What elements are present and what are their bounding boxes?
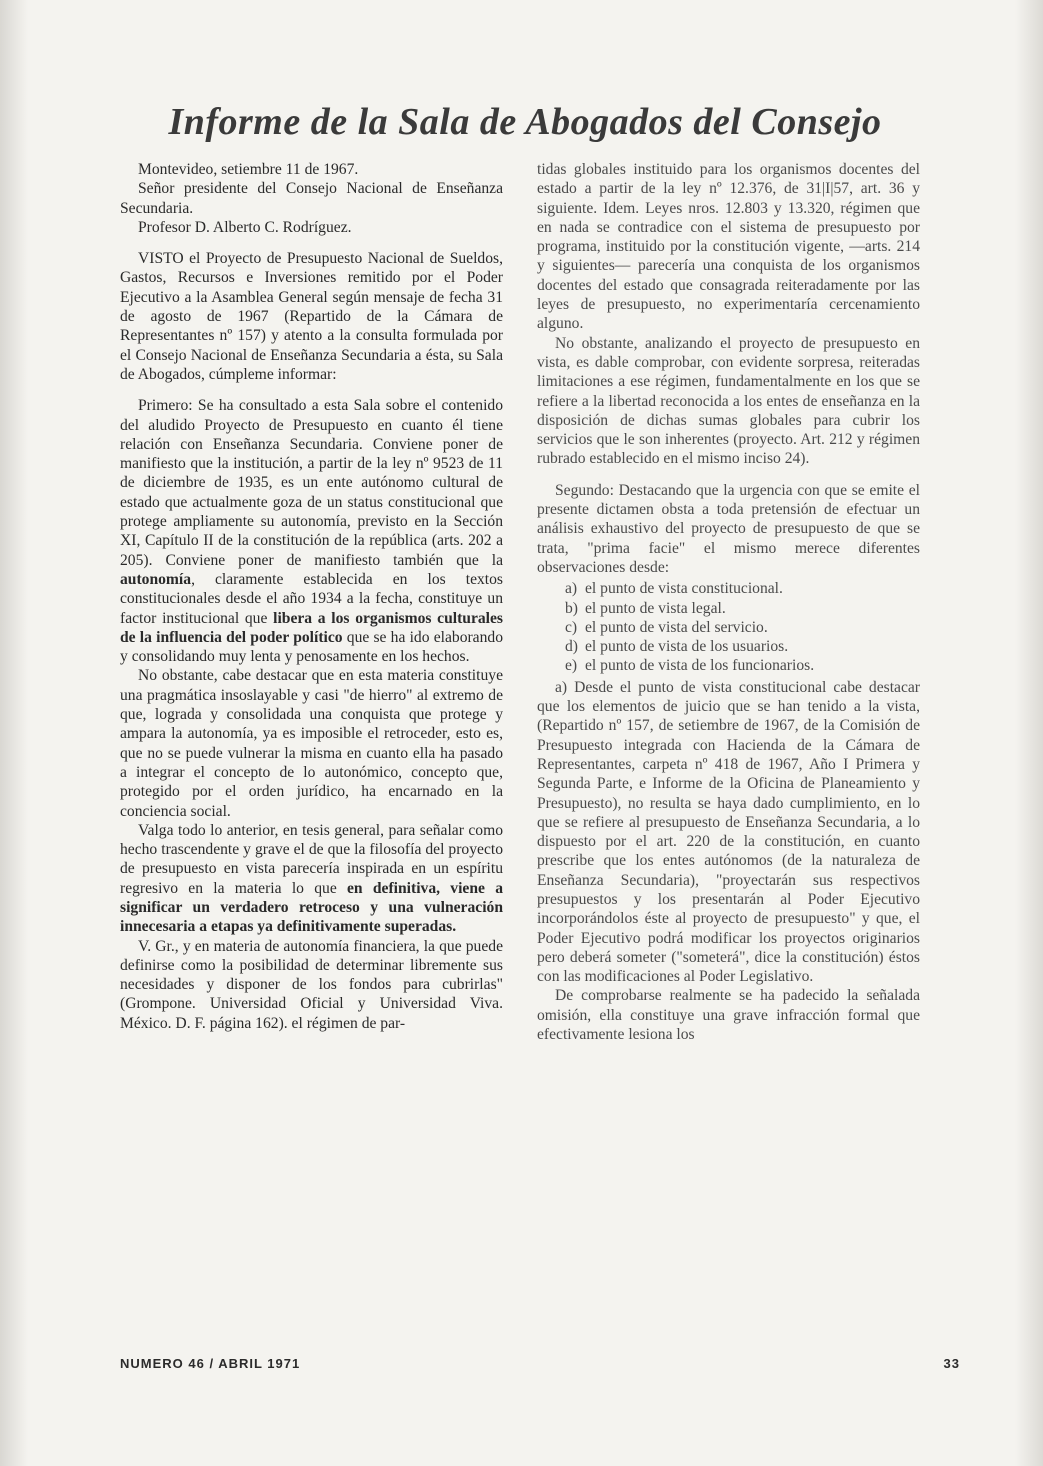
- article-title: Informe de la Sala de Abogados del Consejo: [168, 101, 882, 143]
- date-line: Montevideo, setiembre 11 de 1967.: [138, 161, 359, 178]
- paragraph-text: que se ha ido elaborando y consolidando muy lenta y penosamente en los hechos.: [120, 628, 503, 666]
- addressee-line: Señor presidente del Consejo Nacional de Enseñanza Secundaria.: [120, 180, 503, 217]
- paragraph-constitucional: a) Desde el punto de vista constitucional cabe destacar que los elementos de juicio que se han tenido a la vista, (Repartido nº 157, de setiembre de 1967, de la Comisión de Presupuesto integrada con Hacienda de la Cámara de Representantes, carpeta nº 418 de 1967, Año I Primera y Segunda Parte, e Informe de la Oficina de Planeamiento y Presupuesto), no resulta se haya dado cumplimiento, en lo que se refiere al presupuesto de Enseñanza Secundaria, a lo dispuesto por el art. 220 de la constitución, en cuanto prescribe que los entes autónomos (de la naturaleza de Enseñanza Secundaria), "proyectarán sus respectivos presupuestos y los presentarán al Poder Ejecutivo incorporándolos éste al proyecto de presupuesto" y que, el Poder Ejecutivo podrá modificar los proyectos originarios pero deberá someter ("someterá", dice la constitución) éstos con las modificaciones al Poder Legislativo.: [537, 678, 920, 986]
- list-item: [537, 618, 920, 637]
- left-column: [120, 160, 503, 1033]
- paragraph-text: Valga todo lo anterior, en tesis general, para señalar como hecho trascendente y grave el de que la filosofía del proyecto de presupuesto en vista parecería inspirada en un espíritu regresivo en la materia lo que: [120, 821, 503, 897]
- paragraph-text: , claramente establecida en los textos constitucionales desde el año 1934 a la fecha, constituye un factor institucional que: [120, 570, 503, 627]
- list-item: [537, 579, 920, 598]
- list-text: el punto de vista del servicio.: [585, 618, 768, 636]
- issue-label: NUMERO 46 / ABRIL 1971: [120, 1356, 301, 1371]
- paragraph-no-obstante-2: No obstante, analizando el proyecto de presupuesto en vista, es dable comprobar, con evidente sorpresa, reiteradas limitaciones a ese régimen, fundamentalmente en los que se refiere a la libertad reconocida a los entes de enseñanza en la disposición de dichas sumas globales para cubrir los servicios que le son inherentes (proyecto. Art. 212 y régimen rubrado establecido en el mismo inciso 24).: [537, 334, 920, 468]
- paragraph-segundo: Segundo: Destacando que la urgencia con que se emite el presente dictamen obsta a toda pretensión de efectuar un análisis exhaustivo del proyecto de presupuesto de que se trata, "prima facie" el mismo merece diferentes observaciones desde:: [537, 481, 920, 576]
- bold-text: libera a los organismos culturales de la influencia del poder político: [120, 609, 503, 646]
- paragraph-valga: [120, 821, 503, 937]
- paragraph-v-gr: V. Gr., y en materia de autonomía financiera, la que puede definirse como la posibilidad de determinar libremente sus necesidades y disponer de los fondos para cubrirlas" (Grompone. Universidad Oficial y Universidad Viva. México. D. F. página 162). el régimen de par-: [120, 937, 503, 1032]
- list-text: el punto de vista de los funcionarios.: [585, 657, 815, 675]
- bold-text: en definitiva, viene a significar un verdadero retroceso y una vulneración innecesaria a etapas ya definitivamente superadas.: [120, 879, 504, 936]
- list-marker: b): [565, 599, 578, 617]
- page-footer: [120, 1356, 960, 1371]
- list-item: [537, 599, 920, 618]
- bold-text: autonomía: [120, 570, 192, 588]
- list-marker: d): [565, 638, 578, 656]
- paragraph-primero: [120, 396, 503, 666]
- list-item: [537, 637, 920, 656]
- paragraph-omision: De comprobarse realmente se ha padecido la señalada omisión, ella constituye una grave infracción formal que efectivamente lesiona los: [537, 987, 920, 1044]
- list-text: el punto de vista legal.: [585, 599, 726, 617]
- right-column: [537, 160, 920, 1044]
- paragraph-text: Primero: Se ha consultado a esta Sala sobre el contenido del aludido Proyecto de Presupuesto en cuanto él tiene relación con Enseñanza Secundaria. Conviene poner de manifiesto que la institución, a partir de la ley nº 9523 de 11 de diciembre de 1935, es un ente autónomo cultural de estado que actualmente goza de un status constitucional que protege ampliamente su autonomía, previsto en la Sección XI, Capítulo II de la constitución de la república (arts. 202 a 205). Conviene poner de manifiesto también que la: [120, 397, 503, 569]
- paragraph-no-obstante: No obstante, cabe destacar que en esta materia constituye una pragmática insoslayable y casi "de hierro" al extremo de que, lograda y consolidada una conquista que protege y ampara la autonomía, ya es imposible el retroceder, esto es, que no se puede vulnerar la misma en cuanto ella ha pasado a integrar el concepto de lo autonómico, concepto que, protegido por el orden jurídico, ha encarnado en la conciencia social.: [120, 667, 503, 820]
- list-item: [537, 656, 920, 675]
- list-marker: a): [565, 580, 578, 598]
- list-text: el punto de vista constitucional.: [585, 580, 783, 598]
- list-marker: e): [565, 657, 578, 675]
- list-marker: c): [565, 618, 578, 636]
- viewpoint-list: [537, 579, 920, 675]
- professor-line: Profesor D. Alberto C. Rodríguez.: [138, 218, 352, 236]
- page-edge-shadow-right: [1015, 0, 1043, 1466]
- paragraph-visto: VISTO el Proyecto de Presupuesto Nacional de Sueldos, Gastos, Recursos e Inversiones remitido por el Poder Ejecutivo a la Asamblea General según mensaje de fecha 31 de agosto de 1967 (Repartido de la Cámara de Representantes nº 157) y atento a la consulta formulada por el Consejo Nacional de Enseñanza Secundaria a ésta, su Sala de Abogados, cúmpleme informar:: [120, 250, 503, 383]
- paragraph-continuation: tidas globales instituido para los organismos docentes del estado a partir de la ley nº 12.376, de 31|I|57, art. 36 y siguiente. Idem. Leyes nros. 12.803 y 13.320, régimen que en nada se contradice con el sistema de presupuesto por programa, instituido por la constitución vigente, —arts. 214 y siguientes— parecería una conquista de los organismos docentes del estado que consagrada reiteradamente por las leyes de presupuesto, no experimentaría cercenamiento alguno.: [537, 161, 920, 333]
- page-edge-shadow-left: [0, 0, 28, 1466]
- page-number: 33: [943, 1356, 960, 1371]
- list-text: el punto de vista de los usuarios.: [585, 638, 789, 656]
